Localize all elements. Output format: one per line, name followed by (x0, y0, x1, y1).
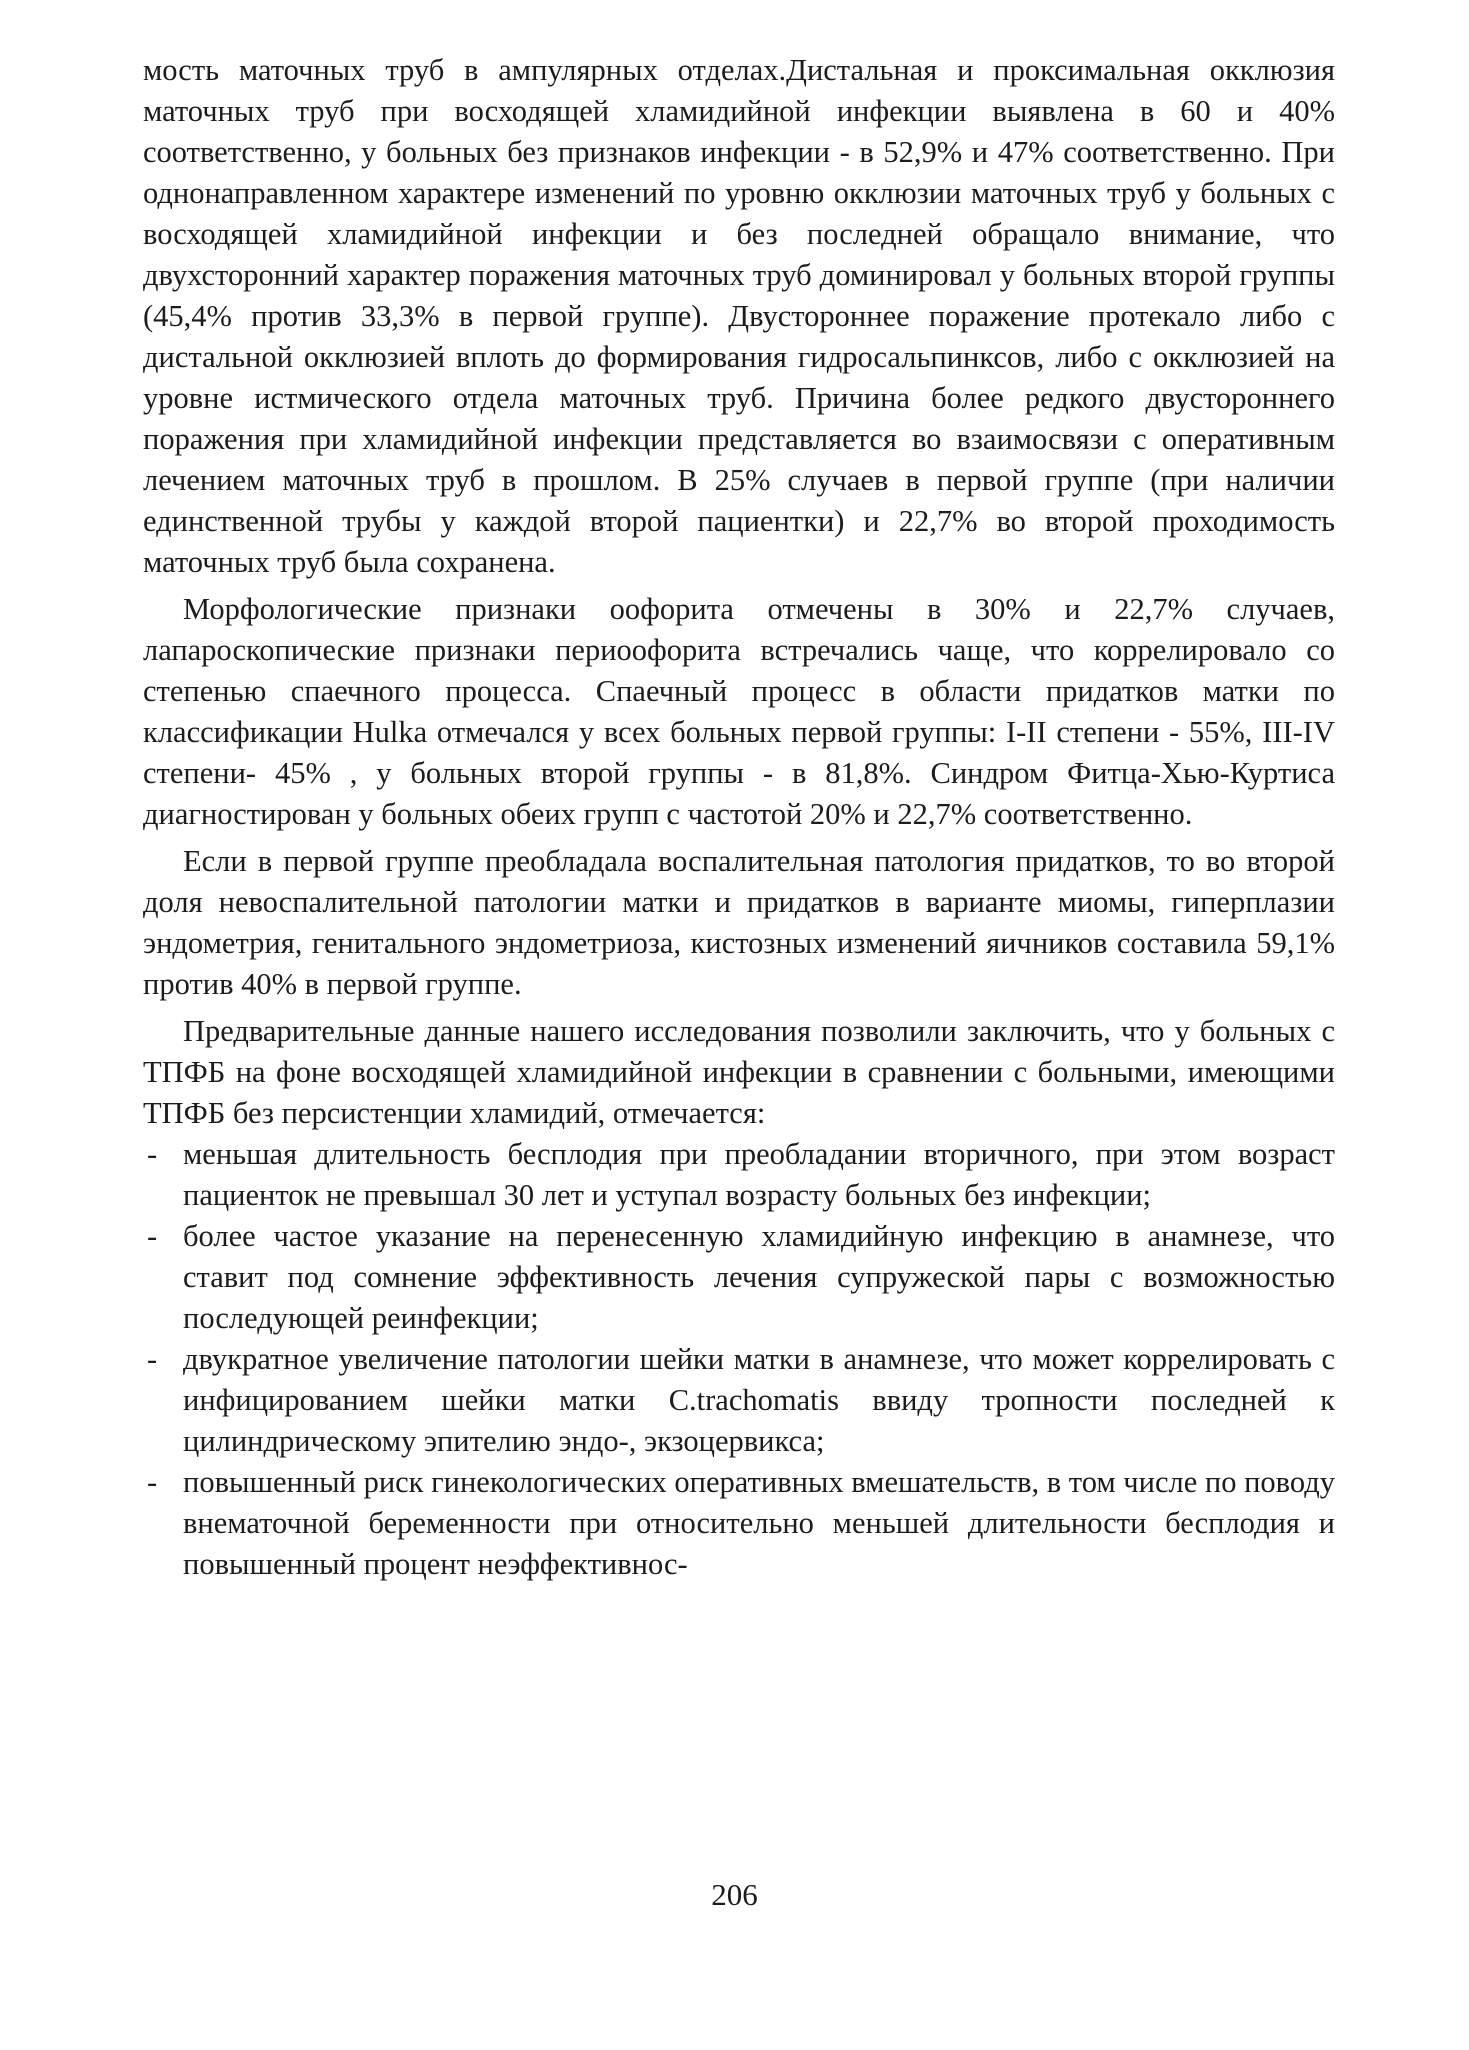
page-number: 206 (711, 1877, 758, 1912)
list-item-text: более частое указание на перенесенную хламидийную инфекцию в анамнезе, что ставит под сомнение эффективность лечения супружеской пары с возможностью последующей реинфекции; (183, 1219, 1335, 1335)
list-item-text: двукратное увеличение патологии шейки матки в анамнезе, что может коррелировать с инфицированием шейки матки C.trachomatis ввиду тропности последней к цилиндрическому эпителию эндо-, экзоцервикса; (183, 1342, 1335, 1458)
list-item (143, 1462, 1335, 1585)
list-bullet: - (147, 1342, 158, 1376)
list-item-text: повышенный риск гинекологических оперативных вмешательств, в том числе по поводу внематочной беременности при относительно меньшей длительности бесплодия и повышенный процент неэффективнос- (183, 1465, 1335, 1581)
paragraph-oophoritis: Морфологические признаки оофорита отмечены в 30% и 22,7% случаев, лапароскопические признаки периоофорита встречались чаще, что коррелировало со степенью спаечного процесса. Спаечный процесс в области придатков матки по классификации Hulka отмечался у всех больных первой группы: I-II степени - 55%, III-IV степени- 45% , у больных второй группы - в 81,8%. Синдром Фитца-Хью-Куртиса диагностирован у больных обеих групп с частотой 20% и 22,7% соответственно. (143, 592, 1335, 831)
list-item (143, 1339, 1335, 1462)
list-item (143, 1216, 1335, 1339)
list-bullet: - (147, 1137, 158, 1171)
list-bullet: - (147, 1219, 158, 1253)
findings-list (143, 1134, 1335, 1585)
list-item-text: меньшая длительность бесплодия при преобладании вторичного, при этом возраст пациенток не превышал 30 лет и уступал возрасту больных без инфекции; (183, 1137, 1335, 1212)
paragraph-conclusion-intro: Предварительные данные нашего исследования позволили заключить, что у больных с ТПФБ на фоне восходящей хламидийной инфекции в сравнении с больными, имеющими ТПФБ без персистенции хламидий, отмечается: (143, 1014, 1335, 1130)
paragraph-continuation: мость маточных труб в ампулярных отделах.Дистальная и проксимальная окклюзия маточных труб при восходящей хламидийной инфекции выявлена в 60 и 40% соответственно, у больных без признаков инфекции - в 52,9% и 47% соответственно. При однонаправленном характере изменений по уровню окклюзии маточных труб у больных с восходящей хламидийной инфекции и без последней обращало внимание, что двухсторонний характер поражения маточных труб доминировал у больных второй группы (45,4% против 33,3% в первой группе). Двустороннее поражение протекало либо с дистальной окклюзией вплоть до формирования гидросальпинксов, либо с окклюзией на уровне истмического отдела маточных труб. Причина более редкого двустороннего поражения при хламидийной инфекции представляется во взаимосвязи с оперативным лечением маточных труб в прошлом. В 25% случаев в первой группе (при наличии единственной трубы у каждой второй пациентки) и 22,7% во второй проходимость маточных труб была сохранена. (143, 53, 1335, 579)
page-body (143, 50, 1335, 1585)
list-bullet: - (147, 1465, 158, 1499)
list-item (143, 1134, 1335, 1216)
paragraph-pathology: Если в первой группе преобладала воспалительная патология придатков, то во второй доля невоспалительной патологии матки и придатков в варианте миомы, гиперплазии эндометрия, генитального эндометриоза, кистозных изменений яичников составила 59,1% против 40% в первой группе. (143, 844, 1335, 1001)
